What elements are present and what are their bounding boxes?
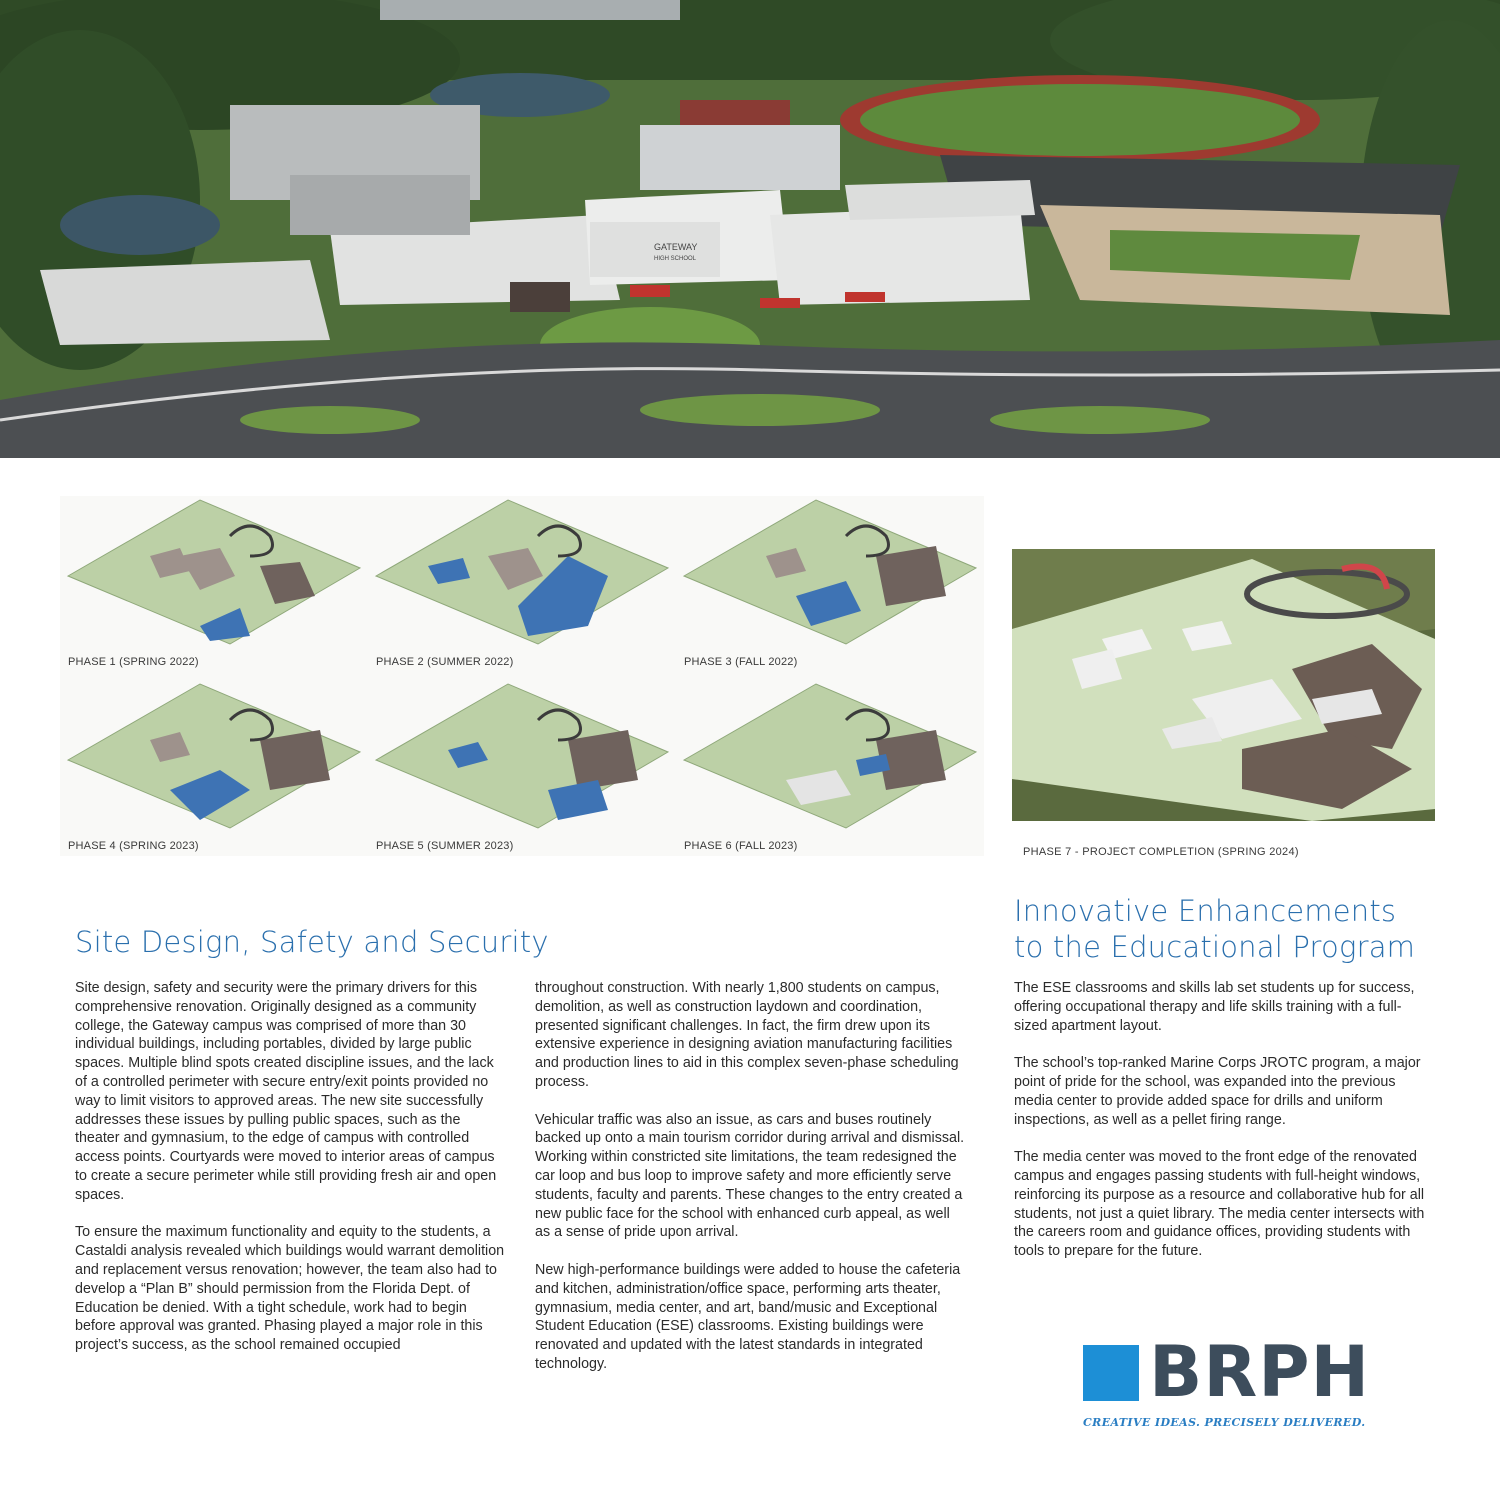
innovative-heading-line2: to the Educational Program: [1014, 930, 1416, 964]
brph-logo: [1083, 1331, 1371, 1413]
logo-wordmark: BRPH: [1149, 1331, 1371, 1413]
paragraph: Vehicular traffic was also an issue, as cars and buses routinely backed up onto a main tourism corridor during arrival and dismissal. Working within constricted site limitations, the team redesigned the car loop and bus loop to improve safety and more efficiently serve students, faculty and parents. These changes to the entry created a new public face for the school with enhanced curb appeal, as well as a sense of pride upon arrival.: [535, 1111, 965, 1241]
paragraph: The school’s top-ranked Marine Corps JROTC program, a major point of pride for the school, was expanded into the previous media center to provide added space for drills and uniform inspections, as well as a pellet firing range.: [1014, 1055, 1421, 1128]
phase-site-plan-illustration: [676, 680, 984, 840]
phase7-illustration: [1012, 549, 1435, 821]
logo-square-icon: [1083, 1345, 1139, 1401]
aerial-campus-illustration: [0, 0, 1500, 458]
phase7-label: PHASE 7 - PROJECT COMPLETION (SPRING 2024): [1023, 846, 1299, 858]
paragraph: To ensure the maximum functionality and equity to the students, a Castaldi analysis revealed which buildings would warrant demolition and replacement versus renovation; however, the team also had to develop a “Plan B” should permission from the Florida Dept. of Education be denied. With a tight schedule, work had to begin before approval was granted. Phasing played a major role in this project’s success, as the school remained occupied: [75, 1224, 505, 1354]
site-design-heading: Site Design, Safety and Security: [75, 925, 549, 959]
phase-site-plan-illustration: [368, 496, 676, 656]
phase-diagram: [368, 680, 676, 864]
phase-site-plan-illustration: [60, 496, 368, 656]
hero-aerial-photo: [0, 0, 1500, 458]
innovative-heading: [1014, 893, 1415, 965]
phase-diagram: [676, 496, 984, 680]
phase-site-plan-illustration: [676, 496, 984, 656]
phase-site-plan-illustration: [60, 680, 368, 840]
site-design-column-1: [75, 979, 505, 1374]
building-sign-line2: HIGH SCHOOL: [654, 256, 697, 262]
phase-diagram: [676, 680, 984, 864]
innovative-heading-line1: Innovative Enhancements: [1014, 894, 1397, 928]
phasing-diagrams: [60, 496, 984, 856]
phase-label: PHASE 6 (FALL 2023): [684, 840, 798, 852]
phase-site-plan-illustration: [368, 680, 676, 840]
site-design-column-2: [535, 979, 965, 1393]
phase7-site-plan: [1012, 549, 1435, 821]
phase-label: PHASE 2 (SUMMER 2022): [376, 656, 514, 668]
phase-label: PHASE 1 (SPRING 2022): [68, 656, 199, 668]
paragraph: The ESE classrooms and skills lab set students up for success, offering occupational therapy and life skills training with a full-sized apartment layout.: [1014, 980, 1415, 1034]
phase-diagram: [368, 496, 676, 680]
innovative-column: [1014, 979, 1434, 1280]
phase-diagram: [60, 680, 368, 864]
phase-label: PHASE 3 (FALL 2022): [684, 656, 798, 668]
paragraph: New high-performance buildings were added to house the cafeteria and kitchen, administration/office space, performing arts theater, gymnasium, media center, and art, band/music and Exceptional Student Education (ESE) classrooms. Existing buildings were renovated and updated with the latest standards in integrated technology.: [535, 1261, 961, 1372]
paragraph: Site design, safety and security were the primary drivers for this comprehensive renovation. Originally designed as a community college, the Gateway campus was comprised of more than 30 individual buildings, including portables, divided by large public spaces. Multiple blind spots created discipline issues, and the lack of a controlled perimeter with secure entry/exit points provided no way to limit visitors to approved areas. The new site successfully addresses these issues by pulling public spaces, such as the theater and gymnasium, to the edge of campus with controlled access points. Courtyards were moved to interior areas of campus to create a secure perimeter while still providing fresh air and open spaces.: [75, 980, 497, 1203]
paragraph: throughout construction. With nearly 1,800 students on campus, demolition, as well as construction laydown and coordination, presented significant challenges. In fact, the firm drew upon its extensive experience in designing aviation manufacturing facilities and production lines to aid in this complex seven-phase scheduling process.: [535, 980, 959, 1090]
phase-diagram: [60, 496, 368, 680]
logo-tagline: CREATIVE IDEAS. PRECISELY DELIVERED.: [1083, 1416, 1366, 1429]
phase-label: PHASE 4 (SPRING 2023): [68, 840, 199, 852]
building-sign-line1: GATEWAY: [654, 242, 698, 252]
paragraph: The media center was moved to the front edge of the renovated campus and engages passing students with full-height windows, reinforcing its purpose as a resource and collaborative hub for all students, not just a quiet library. The media center intersects with the careers room and guidance offices, providing students with tools to prepare for the future.: [1014, 1149, 1425, 1260]
phase-label: PHASE 5 (SUMMER 2023): [376, 840, 514, 852]
